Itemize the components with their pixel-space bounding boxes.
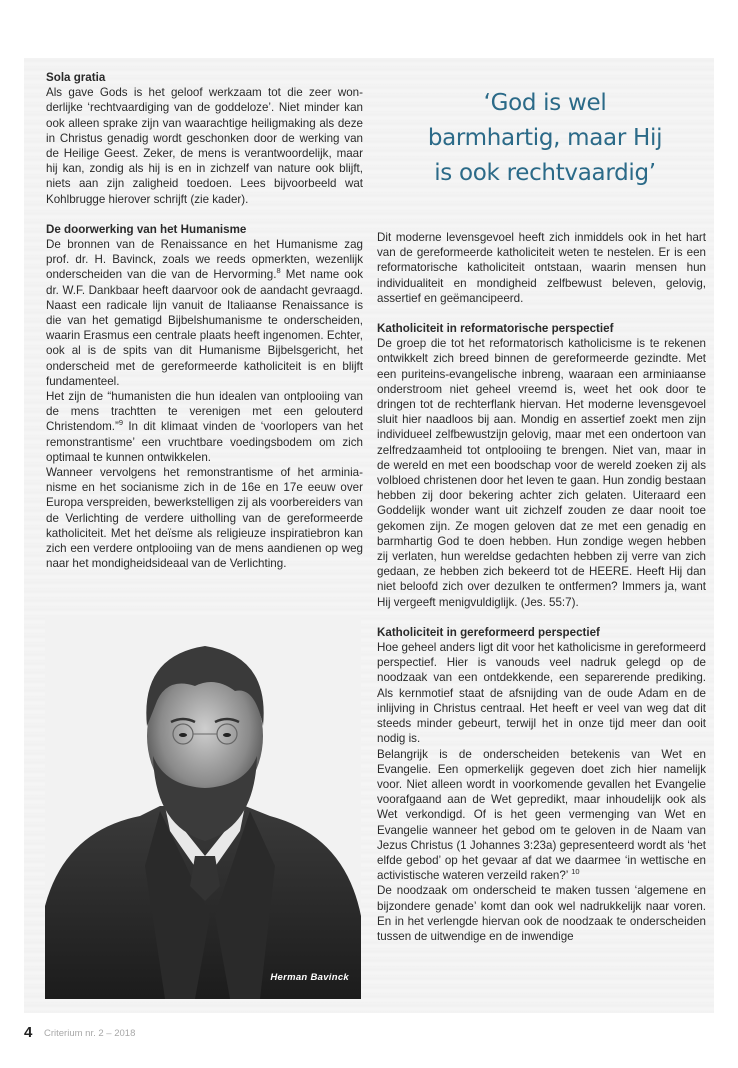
footnote-ref[interactable]: 10 (571, 867, 580, 877)
portrait-image (45, 616, 361, 999)
left-column (46, 70, 363, 572)
pull-quote-line: is ook rechtvaardig’ (434, 160, 656, 186)
section-heading-humanisme: De doorwerking van het Humanisme (46, 222, 247, 236)
paragraph: Dit moderne levensgevoel heeft zich inmiddels ook in het hart van de gereformeerde katholiciteit weten te nestelen. Er is een reformatorische katholiciteit ontstaan, waarin mensen hun individualiteit en mondigheid zelfbewust beleven, gelovig, assertief en geëmancipeerd. (377, 231, 706, 305)
section-heading-reformatorisch: Katholiciteit in reformatorische perspectief (377, 322, 614, 336)
paragraph: Hoe geheel anders ligt dit voor het katholicisme in gereformeerd perspectief. Hier is vanouds veel nadruk gelegd op de noodzaak van een ontdekkende, een separerende prediking. Als kernmotief staat de afsnijding van de oude Adam en de inlijving in Christus centraal. Het heeft er veel van weg dat dit steeds minder gebeurt, terwijl het in onze tijd meer dan ooit nodig is. (377, 641, 706, 746)
paragraph: Belangrijk is de onderscheiden betekenis van Wet en Evangelie. Een opmerkelijk gegeven doet zich hier namelijk voor. Niet alleen wordt in voorkomende gevallen het Evangelie voorafgaand aan de Wet gepredikt, maar inhoudelijk ook als Wet verkondigd. Of is het geen vermenging van Wet en Evangelie wanneer het gebod om te geloven in de Naam van Jezus Christus (1 Johannes 3:23a) gepresenteerd wordt als ‘het elfde gebod’ op het gevaar af dat we daarmee ‘in wettische en activistische wateren verzeild raken?’ $^{10}$ (377, 747, 706, 883)
footnote-ref[interactable]: 9 (118, 418, 123, 428)
portrait-caption: Herman Bavinck (270, 972, 349, 983)
pull-quote-line: ‘God is wel (483, 90, 607, 116)
pull-quote-line: barmhartig, maar Hij (427, 125, 663, 151)
footnote-ref[interactable]: 8 (276, 266, 281, 276)
section-heading-gereformeerd: Katholiciteit in gereformeerd perspectief (377, 625, 600, 639)
paragraph: De groep die tot het reformatorisch katholicisme is te rekenen ontwikkelt zich breed binnen de gereformeerde gezindte. Met een puriteins-evangelische inbreng, waaraan een arminiaanse onderstroom niet geheel vreemd is, weet het ook door te dringen tot de rechterflank hiervan. Het moderne levensgevoel sluit hier naadloos bij aan. Mondig en assertief zoekt men zijn individueel zelfbewustzijn gelovig, maar met een ondertoon van zelfredzaamheid tot ontplooiing te brengen. Niet van, maar in de wereld en met een boodschap voor de wereld zoeken zij als volbloed christenen door het leven te gaan. Hun zondig bestaan hebben zij door bekering achter zich gelaten. Uiteraard een Goddelijk wonder want uit zichzelf zouden ze daar nooit toe gekomen zijn. Ze mogen geloven dat ze met een genadig en barmhartig God te doen hebben. Hun zondige wegen hebben zij verlaten, hun wereldse gedachten hebben zij verre van zich gedaan, ze hebben zich bekeerd tot de HEERE. Heeft Hij dan niet beloofd zich over dezulken te ontfermen? Immers ja, want Hij vergeeft menigvuldiglijk. (Jes. 55:7). (377, 337, 706, 609)
pull-quote (400, 86, 690, 191)
right-column (377, 230, 706, 944)
paragraph: De noodzaak om onderscheid te maken tussen ‘algemene en bijzondere genade’ komt dan ook wel nadrukkelijk naar voren. En in het verlengde hiervan ook de noodzaak te onderscheiden tussen de uitwendige en de inwendige (377, 884, 706, 943)
portrait-drawing-icon (45, 616, 361, 999)
section-heading-sola-gratia: Sola gratia (46, 71, 106, 84)
paragraph: Wanneer vervolgens het remonstrantisme of het arminianisme en het socianisme zich in de 16e en 17e eeuw over Europa verspreiden, bewerkstelligen zij als voorbereiders van de Verlichting de verdere uitholling van de gereformeerde katholiciteit. Met het deïsme als religieuze inspiratiebron kan zich een verdere ontplooiing van de mens aandienen op weg naar het mondigheidsideaal van de Verlichting. (46, 466, 363, 571)
page-number: 4 (24, 1024, 33, 1041)
paragraph: De bronnen van de Renaissance en het Humanisme zag prof. dr. H. Bavinck, zoals we reeds opmerkten, wezenlijk onderscheiden van die van de Hervorming.$^8$ Met name ook dr. W.F. Dankbaar heeft daarvoor ook de aandacht gevraagd. Naast een radicale lijn vanuit de Italiaanse Renaissance is die van het gematigd Bijbelshumanisme te onderscheiden, waarin Erasmus een centrale plaats heeft ingenomen. Echter, ook al is de spits van dit Humanisme Bijbelsgericht, het onderscheid met de gereformeerde katholiciteit is en blijft fundamenteel. (46, 238, 363, 388)
paragraph: Als gave Gods is het geloof werkzaam tot die zeer wonderlijke ‘rechtvaardiging van de goddeloze’. Niet minder kan ook alleen sprake zijn van waarachtige heiligmaking als deze in Christus genadig wordt geschonken door de werking van de Heilige Geest. Zeker, de mens is verantwoordelijk, maar hij kan, zondig als hij is en in zichzelf van nature ook blijft, niets aan zijn zaligheid toedoen. Lees bijvoorbeeld wat Kohlbrugge hierover schrijft (zie kader). (46, 86, 363, 206)
publication-info: Criterium nr. 2 – 2018 (44, 1028, 136, 1039)
paragraph: Het zijn de “humanisten die hun idealen van ontplooiing van de mens trachtten te verenigen met een gelouterd Christendom.”$^9$ In dit klimaat vinden de ‘voorlopers van het remonstrantisme’ een vruchtbare voedingsbodem om zich optimaal te kunnen ontwikkelen. (46, 390, 363, 464)
